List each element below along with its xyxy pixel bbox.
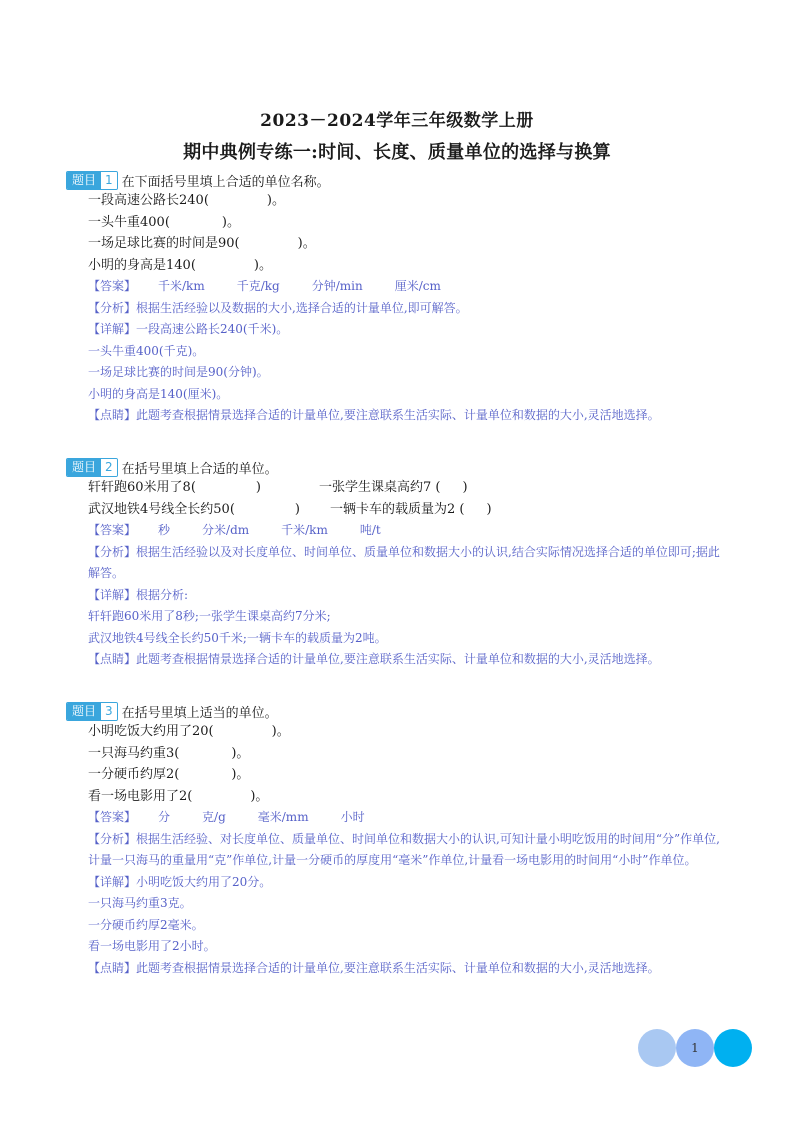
question-2 xyxy=(66,457,736,671)
badge-label: 题目 xyxy=(67,172,101,189)
badge-number: 2 xyxy=(101,459,117,476)
detail-line: 小明的身高是140(厘米)。 xyxy=(88,386,229,401)
question-badge xyxy=(66,171,118,190)
comment-paragraph: 【点睛】此题考查根据情景选择合适的计量单位,要注意联系生活实际、计量单位和数据的大小,灵活地选择。 xyxy=(88,960,660,975)
answer-line: 【答案】 千米/km 千克/kg 分钟/min 厘米/cm xyxy=(88,279,441,293)
badge-label: 题目 xyxy=(67,459,101,476)
document-subtitle: 期中典例专练一:时间、长度、质量单位的选择与换算 xyxy=(183,142,611,163)
question-1 xyxy=(66,170,736,427)
detail-line: 【详解】根据分析: xyxy=(88,587,189,602)
analysis-line: 【分析】根据生活经验以及数据的大小,选择合适的计量单位,即可解答。 xyxy=(88,300,468,315)
page-number-decoration xyxy=(638,1029,753,1067)
detail-line: 看一场电影用了2小时。 xyxy=(88,939,216,953)
blank-item: 一分硬币约厚2( )。 xyxy=(88,767,250,782)
question-badge xyxy=(66,458,118,477)
blank-item: 一只海马约重3( )。 xyxy=(88,745,250,761)
comment-paragraph: 【点睛】此题考查根据情景选择合适的计量单位,要注意联系生活实际、计量单位和数据的大小,灵活地选择。 xyxy=(88,408,660,422)
analysis-paragraph: 【分析】根据生活经验以及对长度单位、时间单位、质量单位和数据大小的认识,结合实际情况选择合适的单位即可;据此解答。 xyxy=(88,544,720,580)
decor-circle xyxy=(714,1029,752,1067)
question-1-header xyxy=(66,170,736,190)
blank-item: 一场足球比赛的时间是90( )。 xyxy=(88,236,316,251)
question-2-header xyxy=(66,457,736,477)
detail-line: 一头牛重400(千克)。 xyxy=(88,343,205,358)
blank-item: 一段高速公路长240( )。 xyxy=(88,193,285,208)
blank-row: 轩轩跑60米用了8( ) 一张学生课桌高约7 ( ) xyxy=(88,480,468,495)
question-3 xyxy=(66,701,736,979)
answer-line: 【答案】 秒 分米/dm 千米/km 吨/t xyxy=(88,523,381,537)
question-stem: 在下面括号里填上合适的单位名称。 xyxy=(121,174,330,190)
detail-line: 【详解】小明吃饭大约用了20分。 xyxy=(88,874,272,889)
decor-circle xyxy=(638,1029,676,1067)
blank-row: 武汉地铁4号线全长约50( ) 一辆卡车的载质量为2 ( ) xyxy=(88,501,492,517)
question-stem: 在括号里填上合适的单位。 xyxy=(121,461,278,477)
document-title: 2023－2024学年三年级数学上册 xyxy=(260,111,534,131)
detail-line: 一分硬币约厚2毫米。 xyxy=(88,917,204,932)
detail-line: 武汉地铁4号线全长约50千米;一辆卡车的载质量为2吨。 xyxy=(88,630,387,645)
blank-item: 小明吃饭大约用了20( )。 xyxy=(88,724,290,739)
answer-line: 【答案】 分 克/g 毫米/mm 小时 xyxy=(88,810,365,824)
page-number: 1 xyxy=(691,1041,699,1055)
detail-line: 一只海马约重3克。 xyxy=(88,896,192,910)
blank-item: 小明的身高是140( )。 xyxy=(88,257,272,273)
comment-paragraph: 【点睛】此题考查根据情景选择合适的计量单位,要注意联系生活实际、计量单位和数据的大小,灵活地选择。 xyxy=(88,652,660,666)
blank-item: 一头牛重400( )。 xyxy=(88,214,240,230)
badge-label: 题目 xyxy=(67,703,101,720)
detail-line: 轩轩跑60米用了8秒;一张学生课桌高约7分米; xyxy=(88,609,331,623)
badge-number: 3 xyxy=(101,703,117,720)
detail-line: 【详解】一段高速公路长240(千米)。 xyxy=(88,322,289,336)
badge-number: 1 xyxy=(101,172,117,189)
analysis-paragraph: 【分析】根据生活经验、对长度单位、质量单位、时间单位和数据大小的认识,可知计量小明吃饭用的时间用“分”作单位,计量一只海马的重量用“克”作单位,计量一分硬币的厚度用“毫米”作单位,计量看一场电影用的时间用“小时”作单位。 xyxy=(88,831,720,867)
question-stem: 在括号里填上适当的单位。 xyxy=(121,705,278,721)
blank-item: 看一场电影用了2( )。 xyxy=(88,788,269,804)
question-3-header xyxy=(66,701,736,721)
detail-line: 一场足球比赛的时间是90(分钟)。 xyxy=(88,365,269,379)
question-badge xyxy=(66,702,118,721)
